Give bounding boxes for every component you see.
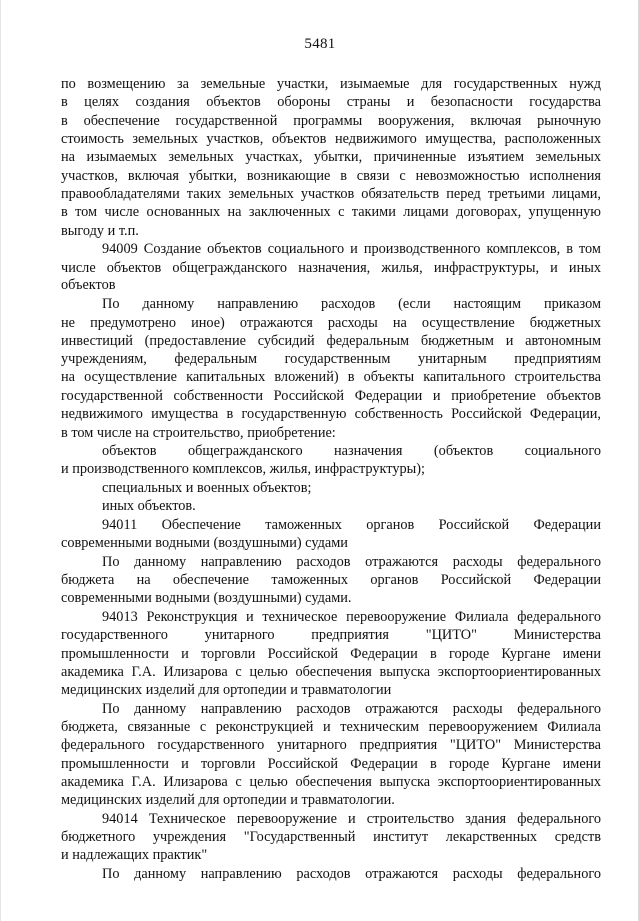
text-line: По данному направлению расходов отражаются расходы федерального <box>102 866 601 882</box>
text-line: промышленности и торговли Российской Федерации в городе Кургане имени <box>61 756 601 772</box>
text-line: промышленности и торговли Российской Федерации в городе Кургане имени <box>61 646 601 662</box>
text-line: бюджетного учреждения "Государственный институт лекарственных средств <box>61 829 601 845</box>
text-line: объектов общегражданского назначения (объектов социального <box>102 443 601 459</box>
text-line: по возмещению за земельные участки, изымаемые для государственных нужд <box>61 76 601 92</box>
text-line: бюджета, связанные с реконструкцией и техническим перевооружением Филиала <box>61 719 601 735</box>
text-line: числе объектов общегражданского назначения, жилья, инфраструктуры, и иных <box>61 260 601 276</box>
text-line: государственной собственности Российской Федерации и приобретение объектов <box>61 388 601 404</box>
text-line: участков, включая убытки, возникающие в связи с невозможностью исполнения <box>61 168 601 184</box>
text-line: в целях создания объектов обороны страны и безопасности государства <box>61 94 601 110</box>
text-line: на осуществление капитальных вложений) в объекты капитального строительства <box>61 369 601 385</box>
text-line: на изымаемых земельных участках, убытки, причиненные изъятием земельных <box>61 149 601 165</box>
text-line: 94009 Создание объектов социального и производственного комплексов, в том <box>102 241 601 257</box>
text-line: федерального государственного унитарного предприятия "ЦИТО" Министерства <box>61 737 601 753</box>
text-line: объектов <box>61 277 116 293</box>
text-line: государственного унитарного предприятия "ЦИТО" Министерства <box>61 627 601 643</box>
text-line: 94014 Техническое перевооружение и строительство здания федерального <box>102 811 601 827</box>
text-line: выгоду и т.п. <box>61 223 139 239</box>
text-line: в том числе на строительство, приобретение: <box>61 425 336 441</box>
text-line: медицинских изделий для ортопедии и травматологии <box>61 682 392 698</box>
text-line: учреждениям, федеральным государственным унитарным предприятиям <box>61 351 601 367</box>
text-line: По данному направлению расходов отражаются расходы федерального <box>102 701 601 717</box>
text-line: и производственного комплексов, жилья, инфраструктуры); <box>61 461 425 477</box>
text-line: По данному направлению расходов отражаются расходы федерального <box>102 554 601 570</box>
text-line: не предумотрено иное) отражаются расходы на осуществление бюджетных <box>61 315 601 331</box>
text-line: в том числе основанных на заключенных с такими лицами договорах, упущенную <box>61 204 601 220</box>
text-line: медицинских изделий для ортопедии и травматологии. <box>61 792 395 808</box>
text-line: По данному направлению расходов (если настоящим приказом <box>102 296 601 312</box>
text-line: бюджета на обеспечение таможенных органов Российской Федерации <box>61 572 601 588</box>
text-line: современными водными (воздушными) судами. <box>61 590 352 606</box>
text-line: современными водными (воздушными) судами <box>61 535 348 551</box>
text-line: стоимость земельных участков, объектов недвижимого имущества, расположенных <box>61 131 601 147</box>
text-line: недвижимого имущества в государственную собственность Российской Федерации, <box>61 406 601 422</box>
text-line: и надлежащих практик" <box>61 847 208 863</box>
text-line: специальных и военных объектов; <box>102 480 312 496</box>
text-line: иных объектов. <box>102 498 196 514</box>
text-line: академика Г.А. Илизарова с целью обеспечения выпуска экспортоориентированных <box>61 774 601 790</box>
scan-edge-left <box>0 0 1 921</box>
text-line: 94011 Обеспечение таможенных органов Российской Федерации <box>102 517 601 533</box>
text-line: инвестиций (предоставление субсидий федеральным бюджетным и автономным <box>61 333 601 349</box>
text-line: академика Г.А. Илизарова с целью обеспечения выпуска экспортоориентированных <box>61 664 601 680</box>
text-line: 94013 Реконструкция и техническое перевооружение Филиала федерального <box>102 609 601 625</box>
text-line: в обеспечение государственной программы вооружения, включая рыночную <box>61 113 601 129</box>
page-number: 5481 <box>304 36 336 52</box>
text-line: правообладателями таких земельных участков обязательств перед третьими лицами, <box>61 186 601 202</box>
